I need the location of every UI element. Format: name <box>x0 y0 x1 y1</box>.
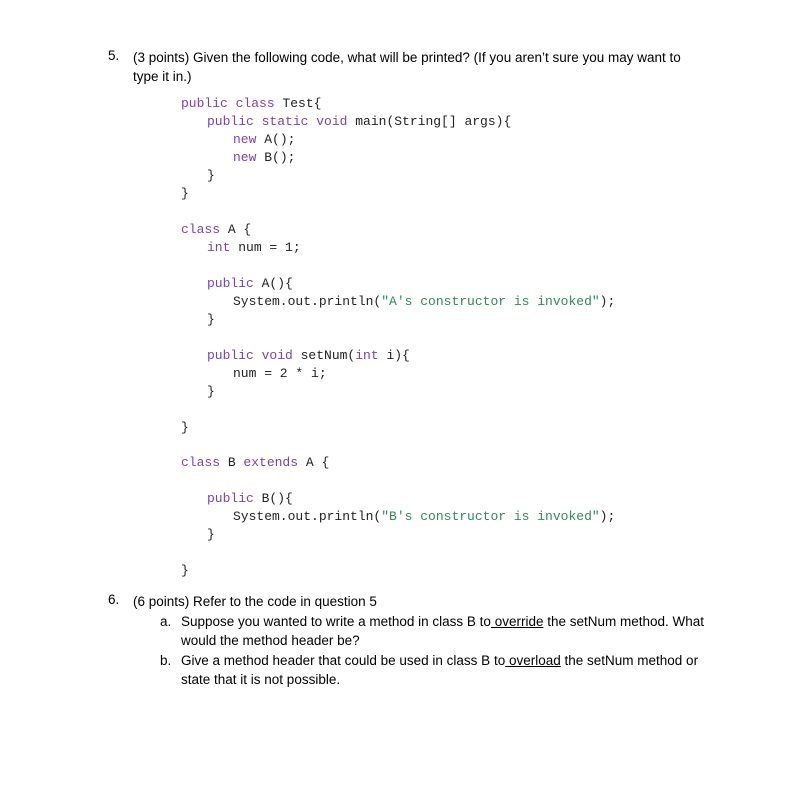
code-line: int num = 1; <box>207 240 301 255</box>
code-line: new A(); <box>233 132 296 147</box>
code-line: } <box>207 312 215 327</box>
code-line: public void setNum(int i){ <box>207 348 410 363</box>
code-line: class B extends A { <box>181 455 330 470</box>
code-line: class A { <box>181 222 252 237</box>
code-line: } <box>181 186 189 201</box>
part-a-label: a. <box>160 614 172 629</box>
code-line: } <box>207 384 215 399</box>
code-line: num = 2 * i; <box>233 366 327 381</box>
code-line: } <box>181 563 189 578</box>
question-5-text: (3 points) Given the following code, what will be printed? (If you aren’t sure you may want to type it in.) <box>133 50 681 84</box>
part-b-text: Give a method header that could be used in class B to overload the setNum method or state that it is not possible. <box>181 653 699 687</box>
question-6-number: 6. <box>108 592 120 607</box>
question-5-number: 5. <box>108 48 120 63</box>
code-line: public static void main(String[] args){ <box>207 114 512 129</box>
code-line: public class Test{ <box>181 96 322 111</box>
code-line: System.out.println("A's constructor is invoked"); <box>233 294 616 309</box>
question-6-text: (6 points) Refer to the code in question 5 <box>133 594 377 609</box>
code-line: } <box>181 420 189 435</box>
code-line: } <box>207 168 215 183</box>
code-line: } <box>207 527 215 542</box>
code-line: System.out.println("B's constructor is invoked"); <box>233 509 616 524</box>
code-line: new B(); <box>233 150 296 165</box>
part-a-text: Suppose you wanted to write a method in class B to override the setNum method. What would the method header be? <box>181 614 705 648</box>
part-b-label: b. <box>160 653 172 668</box>
code-line: public A(){ <box>207 276 293 291</box>
code-line: public B(){ <box>207 491 293 506</box>
